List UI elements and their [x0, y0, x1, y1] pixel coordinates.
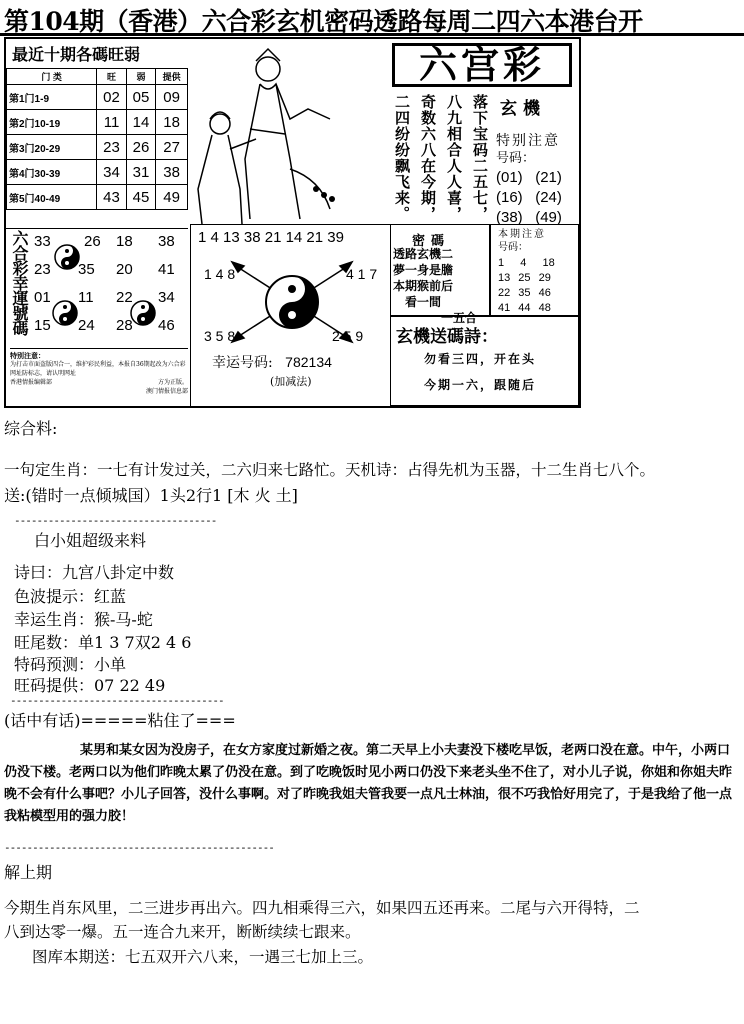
table-row: [7, 135, 188, 160]
stats-table: [6, 68, 188, 210]
jiajian-label: (加减法): [270, 375, 312, 388]
bai-title: 白小姐超级来料: [34, 531, 147, 550]
code-line: 夢一身是膽: [393, 263, 454, 277]
zodiac-num: 35: [78, 261, 95, 278]
lucky-value: 782134: [285, 354, 332, 370]
dir-right-bottom: 2 5 9: [332, 328, 364, 344]
shiri-line: 诗曰：九宫八卦定中数: [14, 563, 175, 582]
tigong-cell: 49: [156, 185, 188, 210]
poem-title: 玄機送碼詩：: [396, 327, 498, 347]
code-line: 看一間: [405, 295, 442, 309]
table-row: [7, 185, 188, 210]
xingyun-line: 幸运生肖：猴-马-蛇: [14, 610, 153, 629]
zodiac-num: 01: [34, 289, 51, 306]
footer-note: [10, 348, 188, 396]
table-row: [7, 160, 188, 185]
tigong-cell: 09: [156, 85, 188, 110]
poem-col-4: 二四纷纷飘飞来。: [393, 94, 411, 222]
special-num: (38): [496, 209, 523, 226]
zodiac-num: 46: [158, 317, 175, 334]
lucky-number: [212, 352, 332, 372]
page-title: 第104期（香港）六合彩玄机密码透路每周二四六本港台开: [4, 7, 643, 36]
yin-yang-icon: [130, 300, 156, 326]
footer-right: 方为正版。: [157, 379, 188, 386]
col-header: 旺: [97, 69, 126, 85]
special-num: (16): [496, 189, 523, 206]
poem-line-2: 今期一六，跟随后: [424, 378, 537, 392]
zodiac-num: 15: [34, 317, 51, 334]
zodiac-num: 41: [158, 261, 175, 278]
this-num-row: 41 44 48: [498, 302, 551, 314]
footer-right2: 澳门情报信息部: [145, 388, 188, 395]
zodiac-num: 26: [84, 233, 101, 250]
special-num: (49): [535, 209, 562, 226]
wang-cell: 11: [97, 110, 126, 135]
code-line: 透路玄機二: [393, 247, 454, 261]
this-period-nums: [498, 256, 555, 316]
this-title: 本期注意: [498, 229, 546, 240]
zodiac-num: 11: [78, 289, 94, 306]
gate-cell: 第2门10-19: [7, 110, 97, 135]
ruo-cell: 26: [126, 135, 155, 160]
special-num: (24): [535, 189, 562, 206]
code-lines: [393, 246, 477, 326]
zodiac-num: 23: [34, 261, 51, 278]
sebo-line: 色波提示：红蓝: [14, 587, 127, 606]
wang-cell: 43: [97, 185, 126, 210]
poem-col-3: 奇数六八在今期，: [419, 94, 437, 222]
tigong-cell: 18: [156, 110, 188, 135]
story-paragraph: 某男和某女因为没房子，在女方家度过新婚之夜。第二天早上小夫妻没下楼吃早饭，老两口没在意。中午，小两口仍没下楼。老两口以为他们昨晚太累了仍没在意。到了吃晚饭时见小两口仍没下来老头坐不住了，对小儿子说，你姐和你姐夫昨晚不会有什么事吧？小儿子回答，没什么事啊。对了昨晚我姐夫管我要一点凡士林油，很不巧我恰好用完了，于是我给了他一点我粘模型用的强力胶！: [4, 743, 733, 824]
this-num-row: 13 25 29: [498, 272, 551, 284]
ruo-cell: 45: [126, 185, 155, 210]
lucky-label: 幸运号码:: [212, 355, 273, 371]
tigong-cell: 27: [156, 135, 188, 160]
code-line: 一五合: [441, 311, 478, 325]
jie-line-2: 八到达零一爆。五一连合九来开，断断续续七跟来。: [4, 923, 361, 941]
dir-left-bottom: 3 5 8: [204, 328, 236, 344]
ruo-cell: 31: [126, 160, 155, 185]
gate-cell: 第5门40-49: [7, 185, 97, 210]
temayuce-line: 特码预测：小单: [14, 655, 127, 674]
wangwei-line: 旺尾数：单1 3 7双2 4 6: [14, 633, 192, 652]
tuku-line: 图库本期送：七五双开六八来，一遇三七加上三。: [32, 948, 374, 966]
zodiac-num: 22: [116, 289, 133, 306]
this-num-row: 1 4 18: [498, 257, 555, 269]
zodiac-label: 六合彩幸運號碼: [10, 230, 29, 335]
table-title: 最近十期各碼旺弱: [12, 45, 141, 64]
tigong-cell: 38: [156, 160, 188, 185]
huazhong-line: (话中有话)=====粘住了===: [4, 711, 236, 730]
yin-yang-icon: [54, 244, 80, 270]
special-note-sub: 号码：: [496, 151, 536, 166]
numbers-line: 1 4 13 38 21 14 21 39: [198, 229, 344, 246]
divider-2: --------------------------------------: [10, 694, 224, 707]
zodiac-num: 33: [34, 233, 51, 250]
wang-cell: 23: [97, 135, 126, 160]
footer-text: 为打击市面盗版四合一，维护彩民利益，本报自36期起改为六合彩网址防标志，请认明网址: [10, 361, 186, 377]
jie-line-1: 今期生肖东风里，二三进步再出六。四九相乘得三六，如果四五还再来。二尾与六开得特，二: [4, 899, 640, 917]
footer-company: 香港情报编辑部: [10, 379, 53, 386]
code-line: 本期猴前后: [393, 279, 454, 293]
special-note: [496, 132, 562, 228]
col-header: 弱: [126, 69, 155, 85]
wang-cell: 02: [97, 85, 126, 110]
brand-title: 六宫彩: [392, 43, 572, 87]
col-header: 提供: [156, 69, 188, 85]
this-sub: 号码：: [498, 242, 528, 253]
this-num-row: 22 35 46: [498, 287, 551, 299]
footer-title: 特别注意：: [10, 351, 45, 360]
dir-left-top: 1 4 8: [204, 266, 236, 282]
header-divider: [0, 33, 744, 36]
yin-yang-icon: [52, 300, 78, 326]
zonghe-label: 综合料:: [4, 419, 58, 438]
figures-illustration: [190, 39, 390, 225]
zodiac-num: 38: [158, 233, 175, 250]
ruo-cell: 14: [126, 110, 155, 135]
dir-right-top: 4 1 7: [346, 266, 378, 282]
wangma-line: 旺码提供：07 22 49: [14, 676, 166, 695]
zodiac-num: 18: [116, 233, 133, 250]
divider-3: ------------------------------------------------: [4, 841, 274, 854]
zodiac-num: 34: [158, 289, 175, 306]
special-note-title: 特别注意: [496, 133, 560, 149]
poem-col-2: 八九相合人人喜，: [445, 94, 463, 222]
poem-col-1: 落下宝码二五七，: [471, 94, 489, 222]
poem-line-1: 勿看三四，开在头: [424, 352, 537, 366]
divider-1: ------------------------------------: [14, 514, 217, 527]
col-header: 门 类: [7, 69, 97, 85]
ruo-cell: 05: [126, 85, 155, 110]
song-line: 送:(错时一点倾城国）1头2行1 [木 火 土]: [4, 486, 298, 505]
this-period-title: [498, 228, 546, 254]
jieshang-label: 解上期: [4, 863, 53, 882]
xuanji-label: 玄機: [500, 99, 546, 119]
gate-cell: 第3门20-29: [7, 135, 97, 160]
yiju-line: 一句定生肖：一七有计发过关，二六归来七路忙。天机诗：占得先机为玉器，十二生肖七八个。: [4, 461, 656, 479]
zodiac-num: 28: [116, 317, 133, 334]
gate-cell: 第1门1-9: [7, 85, 97, 110]
gate-cell: 第4门30-39: [7, 160, 97, 185]
table-row: [7, 110, 188, 135]
special-num: (01): [496, 169, 523, 186]
table-row: [7, 85, 188, 110]
zodiac-num: 24: [78, 317, 95, 334]
code-title: 密碼: [412, 234, 451, 249]
wang-cell: 34: [97, 160, 126, 185]
zodiac-num: 20: [116, 261, 133, 278]
special-num: (21): [535, 169, 562, 186]
